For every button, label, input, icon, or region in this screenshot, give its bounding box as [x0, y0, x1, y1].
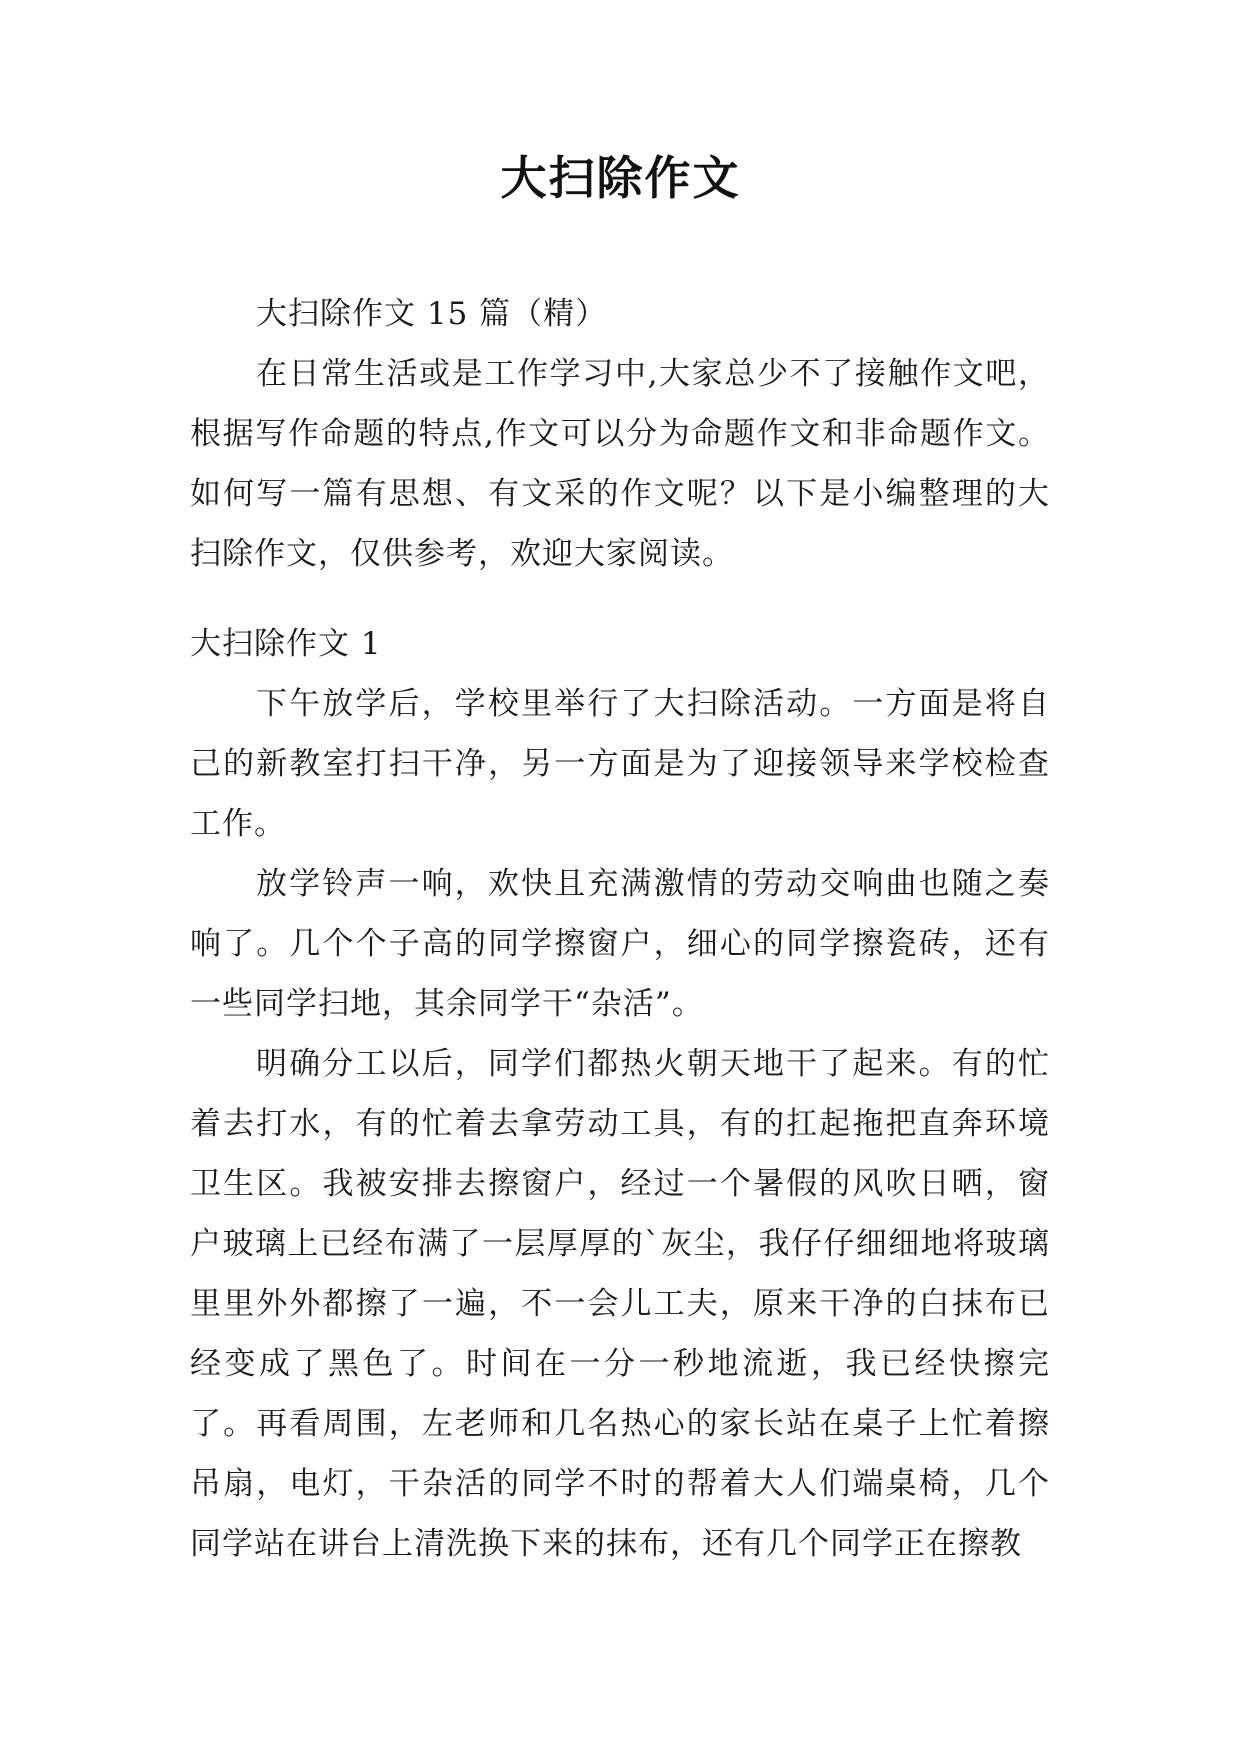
section-heading: 大扫除作文 1 [190, 626, 382, 662]
paragraph-intro: 在日常生活或是工作学习中,大家总少不了接触作文吧，根据写作命题的特点,作文可以分为命题作文和非命题作文。如何写一篇有思想、有文采的作文呢？以下是小编整理的大扫除作文，仅供参考，欢迎大家阅读。 [190, 356, 1050, 572]
paragraph: 明确分工以后，同学们都热火朝天地干了起来。有的忙着去打水，有的忙着去拿劳动工具，有的扛起拖把直奔环境卫生区。我被安排去擦窗户，经过一个暑假的风吹日晒，窗户玻璃上已经布满了一层厚厚的`灰尘，我仔仔细细地将玻璃里里外外都擦了一遍，不一会儿工夫，原来干净的白抹布已经变成了黑色了。时间在一分一秒地流逝，我已经快擦完了。再看周围，左老师和几名热心的家长站在桌子上忙着擦吊扇，电灯，干杂活的同学不时的帮着大人们端桌椅，几个同学站在讲台上清洗换下来的抹布，还有几个同学正在擦教 [190, 1046, 1050, 1562]
paragraph: 放学铃声一响，欢快且充满激情的劳动交响曲也随之奏响了。几个个子高的同学擦窗户，细心的同学擦瓷砖，还有一些同学扫地，其余同学干“杂活”。 [190, 866, 1050, 1022]
paragraph-subtitle: 大扫除作文 15 篇（精） [256, 296, 608, 332]
document-title: 大扫除作文 [500, 151, 741, 205]
document-body [190, 284, 1050, 1574]
paragraph: 下午放学后，学校里举行了大扫除活动。一方面是将自己的新教室打扫干净，另一方面是为了迎接领导来学校检查工作。 [190, 686, 1050, 842]
section-gap [190, 584, 1050, 614]
